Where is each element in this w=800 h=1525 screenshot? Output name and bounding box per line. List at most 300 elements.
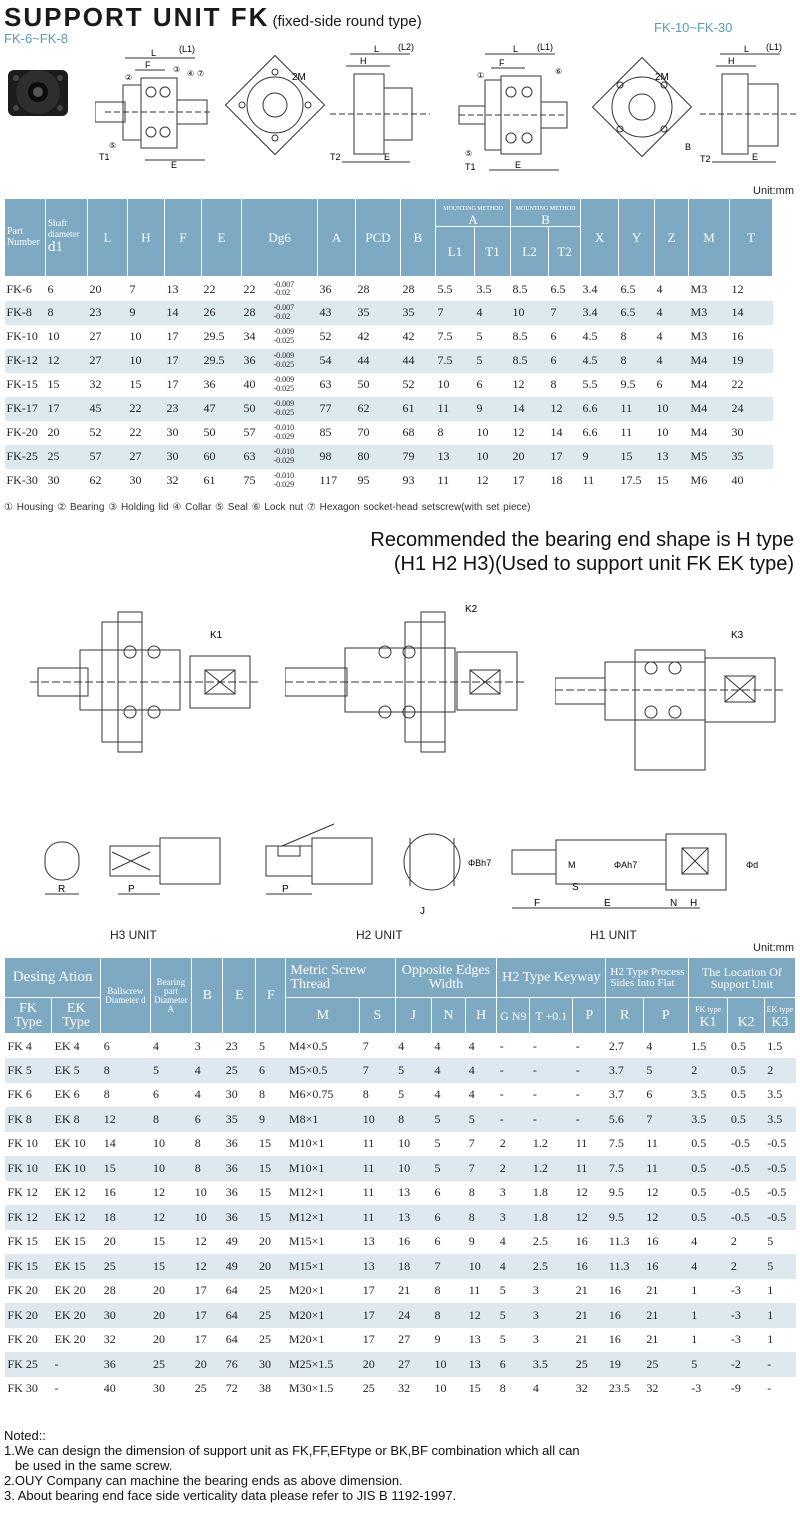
cell-T1: 10 [476,425,489,440]
cell-K3: -0.5 [764,1205,795,1230]
cell-Z: 13 [655,445,689,469]
cell-B: 25 [194,1381,207,1396]
recommend-line-2: (H1 H2 H3)(Used to support unit FK EK type) [393,553,794,575]
cell-E: 36 [223,1156,256,1181]
note-1-cont: be used in the same screw. [4,1458,173,1473]
th2-bearing: Bearing part Diameter A [150,958,192,1034]
cell-L1: 11 [437,473,450,488]
cell-d: 40 [103,1381,116,1396]
dim-label-H-2: H [728,56,735,66]
cell-B: 4 [192,1058,223,1083]
cell-P2: 5 [643,1058,688,1083]
tol-lower: -0.025 [273,359,295,369]
h2-unit-caption: H2 UNIT [356,928,403,942]
cell-d: 32 [103,1332,116,1347]
cell-N: 6 [434,1185,441,1200]
cell-ek: EK 10 [54,1136,86,1151]
tol-lower: -0.025 [273,407,295,417]
cell-X: 4.5 [582,329,598,344]
cell-F: 17 [165,349,202,373]
label-F-end: F [534,898,541,909]
cell-N: 9 [434,1332,441,1347]
cell-G: 3 [497,1205,530,1230]
cell-L2: 17 [512,473,525,488]
cell-P2: 11 [646,1136,658,1151]
label-K3: K3 [731,630,744,641]
callout-7: ⑦ [197,69,205,78]
callout-5-2: ⑤ [465,149,473,158]
cell-T2: 8 [550,377,557,392]
th2-T: T +0.1 [530,998,573,1034]
unit-label-1: Unit:mm [753,185,794,197]
cell-X: 4.5 [581,349,619,373]
cell-B: 6 [192,1107,223,1132]
th2-R: R [606,998,643,1034]
cell-T: 1.8 [532,1185,548,1200]
cell-T1: 12 [476,473,489,488]
cell-L1: 8 [437,425,444,440]
cell-Z: 4 [655,301,689,325]
cell-F: 30 [166,425,179,440]
page-title: SUPPORT UNIT FK (fixed-side round type) [4,2,422,32]
cell-K2: -3 [730,1332,741,1347]
cell-E: 25 [223,1058,256,1083]
notes-title: Noted:: [4,1428,46,1443]
cell-T: 2.5 [532,1234,548,1249]
cell-H: 4 [468,1038,475,1053]
dim-label-L-4: L [744,44,750,54]
cell-F: 6 [256,1058,286,1083]
th-mount-B [511,199,581,227]
tol-lower: -0.029 [273,455,295,465]
cell-fk: FK 8 [5,1107,52,1132]
dim-label-E-2: E [384,152,391,162]
cell-F: 15 [258,1136,271,1151]
cell-S: 25 [362,1381,375,1396]
cell-J: 21 [398,1283,411,1298]
tol-lower: -0.029 [273,431,295,441]
cell-D: 40 [243,377,256,392]
cell-P: 16 [575,1234,588,1249]
cell-M: M5×0.5 [286,1058,360,1083]
tol-upper: -0.007 [273,279,295,289]
th-mount-b-label: MOUNTING METHOD [515,206,576,212]
cell-N: 5 [434,1136,441,1151]
cell-ek: EK 8 [52,1107,101,1132]
label-B: B [685,142,692,152]
cell-B: 35 [401,301,436,325]
cell-E: 36 [203,377,216,392]
cell-L: 62 [89,473,102,488]
cell-A: 4 [153,1038,160,1053]
parts-legend: ① Housing ② Bearing ③ Holding lid ④ Collar ⑤ Seal ⑥ Lock nut ⑦ Hexagon socket-head setscrew(with set piece) [4,502,531,513]
cell-G: - [497,1058,530,1083]
cell-T1: 6 [476,377,483,392]
cell-A: 98 [318,445,356,469]
cell-T: 40 [731,473,744,488]
th-shaft-label: Shaft diameter [48,218,80,239]
label-phid: Φd [746,860,759,870]
table-row [5,373,800,397]
cell-P2: 16 [643,1254,688,1279]
fk-section-drawing-large [455,40,570,175]
cell-X: 9 [581,445,619,469]
cell-G: 2 [497,1156,530,1181]
cell-L1: 7.5 [436,349,475,373]
dim-label-T1: T1 [99,152,110,162]
cell-B: 20 [192,1352,223,1377]
cell-d1: 10 [47,329,60,344]
cell-S: 17 [360,1303,395,1328]
cell-K1: 0.5 [688,1156,728,1181]
cell-E: 29.5 [202,349,242,373]
cell-K3: 1 [767,1283,774,1298]
cell-ek: EK 10 [52,1156,101,1181]
cell-T: 3.5 [530,1352,573,1377]
cell-J: 24 [395,1303,431,1328]
label-P: P [128,884,135,895]
label-phiB: ΦBh7 [468,858,492,868]
dim-label-L-2: L [374,44,380,54]
cell-fk: FK 10 [5,1156,52,1181]
th2-K2 [728,998,764,1034]
cell-T1: 10 [475,445,511,469]
cell-P2: 21 [643,1303,688,1328]
cell-G: 8 [499,1381,506,1396]
cell-R: 9.5 [608,1185,624,1200]
cell-ek: - [54,1381,59,1396]
cell-R: 7.5 [608,1136,624,1151]
cell-tolerance [272,445,318,469]
cell-N: 10 [431,1352,465,1377]
cell-R: 3.7 [606,1058,643,1083]
cell-T1: 4 [475,301,511,325]
cell-ek: EK 4 [54,1038,80,1053]
th2-P: P [573,998,606,1034]
cell-K1: 0.5 [691,1185,707,1200]
cell-T: - [530,1058,573,1083]
cell-A: 15 [153,1234,166,1249]
cell-P2: 11 [643,1156,688,1181]
cell-part: FK-15 [6,377,38,392]
cell-A: 5 [150,1058,192,1083]
cell-G: - [499,1087,504,1102]
tol-upper: -0.009 [273,351,295,361]
cell-R: 11.3 [606,1254,643,1279]
cell-H: 9 [468,1234,475,1249]
cell-T: 3 [530,1303,573,1328]
cell-N: 5 [431,1107,465,1132]
tol-upper: -0.010 [273,471,295,481]
cell-S: 11 [360,1156,395,1181]
cell-d: 14 [103,1136,116,1151]
cell-K3: -0.5 [767,1185,787,1200]
cell-E: 60 [202,445,242,469]
cell-J: 13 [398,1185,411,1200]
cell-A: 54 [318,349,356,373]
tol-lower: -0.025 [273,383,295,393]
th-A: A [318,199,356,277]
cell-K1: 1 [691,1283,698,1298]
cell-Y: 17.5 [620,473,642,488]
callout-3: ③ [173,65,181,74]
cell-L1: 5.5 [437,281,453,296]
fk-dimension-table [4,198,800,493]
th2-opp: Opposite Edges Width [395,958,497,998]
cell-J: 10 [395,1156,431,1181]
fk-front-view-large [585,50,700,165]
cell-PCD: 70 [357,425,370,440]
cell-S: 11 [362,1136,375,1151]
cell-E: 49 [225,1234,238,1249]
cell-J: 16 [398,1234,411,1249]
tol-lower: -0.02 [273,311,291,321]
cell-K3: 3.5 [764,1107,795,1132]
cell-L: 20 [89,281,102,296]
dim-label-L1-3: (L1) [766,42,783,52]
cell-T: - [532,1038,537,1053]
cell-fk: FK 30 [7,1381,38,1396]
cell-A: 15 [150,1254,192,1279]
label-M: M [568,860,576,870]
cell-part: FK-25 [5,445,46,469]
notes-block [4,1428,580,1503]
cell-H: 30 [129,473,142,488]
cell-M: M3 [690,281,708,296]
th-L2: L2 [511,227,549,277]
label-N: N [670,898,678,909]
tol-lower: -0.025 [273,335,295,345]
cell-B: 10 [192,1205,223,1230]
cell-PCD: 50 [357,377,370,392]
cell-N: 8 [431,1303,465,1328]
cell-F: 15 [258,1185,271,1200]
cell-D: 28 [242,301,272,325]
cell-T: - [532,1087,537,1102]
cell-N: 4 [431,1058,465,1083]
tol-upper: -0.010 [273,447,295,457]
cell-tolerance [272,349,318,373]
table-row [5,1205,796,1230]
cell-B: 42 [402,329,415,344]
cell-P: - [575,1087,580,1102]
cell-Z: 4 [656,329,663,344]
cell-fk: FK 10 [7,1136,38,1151]
cell-fk: FK 6 [7,1087,32,1102]
cell-tolerance [272,373,318,397]
label-K2: K2 [465,604,478,615]
cell-G: 5 [499,1332,506,1347]
dim-label-L2: (L2) [398,42,415,52]
cell-fk: FK 20 [7,1283,38,1298]
cell-K1: 1 [691,1332,698,1347]
cell-B: 52 [402,377,415,392]
cell-T: - [530,1107,573,1132]
cell-M: M12×1 [288,1185,325,1200]
cell-G: 6 [497,1352,530,1377]
cell-L2: 8.5 [512,281,528,296]
h2-unit-detail [260,820,400,920]
cell-P2: 6 [646,1087,653,1102]
cell-J: 18 [395,1254,431,1279]
cell-E: 47 [202,397,242,421]
cell-B: 4 [194,1087,201,1102]
cell-d1: 20 [47,425,60,440]
cell-Z: 15 [656,473,669,488]
cell-P: - [573,1107,606,1132]
cell-M: M3 [689,301,730,325]
cell-K3: -0.5 [767,1136,787,1151]
dim-label-E-3: E [515,160,522,170]
cell-E: 61 [203,473,216,488]
cell-L: 52 [89,425,102,440]
th-H: H [128,199,165,277]
cell-K3: 5 [764,1254,795,1279]
cell-S: 7 [362,1038,369,1053]
cell-K1: 1.5 [691,1038,707,1053]
dim-label-L1-2: (L1) [537,42,554,52]
cell-K1: 1 [688,1303,728,1328]
callout-2: ② [125,73,133,82]
cell-M: M3 [690,329,708,344]
cell-X: 3.4 [581,301,619,325]
cell-H: 7 [129,281,136,296]
cell-H: 11 [468,1283,481,1298]
cell-G: 5 [499,1283,506,1298]
cell-A: 63 [319,377,332,392]
cell-H: 15 [129,377,142,392]
cell-K2: -9 [730,1381,741,1396]
cell-S: 8 [362,1087,369,1102]
dim-label-T2: T2 [330,152,341,162]
cell-D: 22 [243,281,256,296]
cell-F: 25 [256,1303,286,1328]
cell-R: 7.5 [606,1156,643,1181]
th2-N: N [431,998,465,1034]
cell-M: M30×1.5 [288,1381,334,1396]
callout-1: ① [477,71,485,80]
cell-B: 28 [402,281,415,296]
cell-A: 77 [318,397,356,421]
cell-ek: EK 12 [52,1205,101,1230]
cell-H: 12 [466,1303,497,1328]
cell-J: 13 [395,1205,431,1230]
cell-H: 22 [128,397,165,421]
cell-H: 15 [468,1381,481,1396]
table-row [5,325,800,349]
cell-R: 2.7 [608,1038,624,1053]
cell-d: 30 [101,1303,150,1328]
table-row [5,1352,796,1377]
cell-T2: 12 [549,397,581,421]
cell-K2: -3 [730,1283,741,1298]
callout-4: ④ [187,69,195,78]
cell-T2: 6 [549,349,581,373]
cell-ek: EK 20 [54,1283,86,1298]
h2-assembly-drawing [285,600,525,760]
cell-P: 21 [575,1332,588,1347]
cell-B: 8 [194,1136,201,1151]
h3-unit-caption: H3 UNIT [110,928,157,942]
cell-H: 22 [129,425,142,440]
cell-Y: 6.5 [619,301,655,325]
cell-R: 5.6 [606,1107,643,1132]
th2-ektype: EK type [766,1004,794,1014]
th-Dg6: Dg6 [242,199,318,277]
table-row [5,1279,796,1304]
cell-D: 63 [242,445,272,469]
cell-B: 10 [194,1185,207,1200]
cell-S: 13 [360,1254,395,1279]
table-row [5,1034,796,1059]
cell-F: 30 [256,1352,286,1377]
th-E: E [202,199,242,277]
cell-T2: 18 [550,473,563,488]
cell-T: 1.2 [532,1136,548,1151]
h3-unit-detail [30,820,255,930]
cell-fk: FK 15 [7,1234,38,1249]
cell-P2: 21 [646,1283,659,1298]
cell-K1: -3 [691,1381,702,1396]
cell-d: 28 [103,1283,116,1298]
cell-T: 22 [731,377,744,392]
cell-T: 19 [730,349,773,373]
cell-d: 8 [101,1058,150,1083]
cell-T2: 6.5 [550,281,566,296]
cell-part: FK-8 [5,301,46,325]
cell-S: 7 [360,1058,395,1083]
th2-S: S [360,998,395,1034]
table-row [5,1156,796,1181]
cell-H: 27 [128,445,165,469]
cell-part: FK-20 [6,425,38,440]
cell-K2: 0.5 [728,1107,764,1132]
cell-d1: 12 [46,349,88,373]
cell-H: 5 [466,1107,497,1132]
cell-A: 43 [318,301,356,325]
th2-metric: Metric Screw Thread [286,958,395,998]
cell-fk: FK 4 [7,1038,32,1053]
cell-M: M15×1 [288,1234,325,1249]
cell-T1: 5 [476,329,483,344]
fk-section-drawing-small [95,40,215,170]
cell-P2: 32 [646,1381,659,1396]
cell-F: 20 [256,1254,286,1279]
cell-L2: 12 [512,377,525,392]
dim-label-L-3: L [513,44,519,54]
cell-P2: 4 [646,1038,653,1053]
range-label-small: FK-6~FK-8 [4,31,68,46]
cell-tolerance [272,277,318,301]
cell-D: 34 [243,329,256,344]
note-2: 2.OUY Company can machine the bearing ends as above dimension. [4,1473,403,1488]
cell-B: 12 [192,1254,223,1279]
cell-T: 35 [730,445,773,469]
cell-B: 17 [192,1303,223,1328]
th2-J: J [395,998,431,1034]
cell-fk: FK 12 [7,1185,38,1200]
cell-d1: 25 [46,445,88,469]
cell-K2: -0.5 [730,1136,750,1151]
cell-K2: -0.5 [728,1205,764,1230]
table-row [5,1107,796,1132]
cell-F: 17 [166,377,179,392]
cell-P: 21 [575,1283,588,1298]
cell-d1: 8 [46,301,88,325]
th-B: B [401,199,436,277]
th2-P2: P [643,998,688,1034]
cell-S: 20 [360,1352,395,1377]
